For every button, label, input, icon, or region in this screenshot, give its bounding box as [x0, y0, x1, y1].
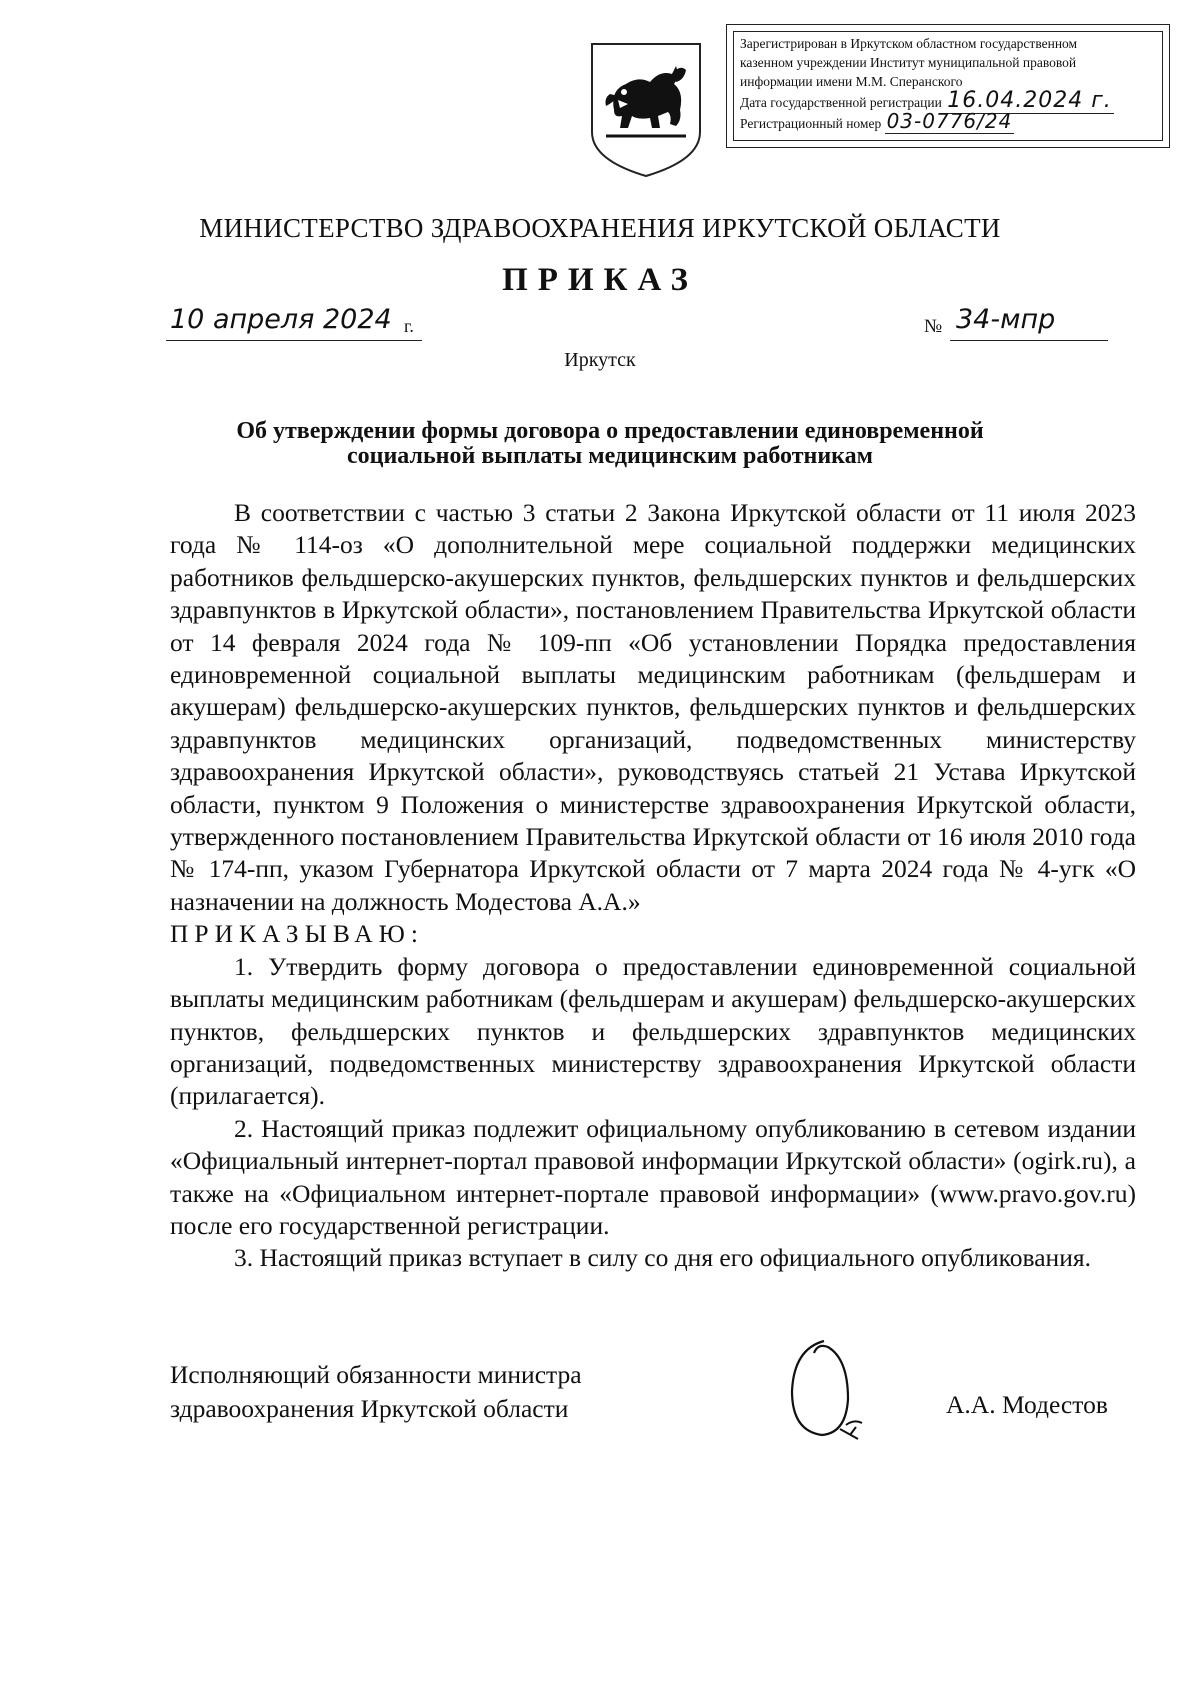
order-date-handwritten: 10 апреля 2024	[170, 304, 392, 335]
handwritten-signature	[784, 1335, 864, 1443]
stamp-date-value: 16.04.2024 г.	[947, 88, 1112, 113]
order-body	[170, 497, 1136, 1275]
stamp-line-1: Зарегистрирован в Иркутском областном государственном	[740, 36, 1078, 51]
order-word: ПРИКАЗЫВАЮ:	[170, 919, 424, 949]
stamp-number-label: Регистрационный номер	[740, 116, 882, 131]
order-item-1: 1. Утвердить форму договора о предоставлении единовременной социальной выплаты медицинским работникам (фельдшерам и акушерам) фельдшерско-акушерских пунктов, фельдшерских пунктов и фельдшерских здравпунктов медицинских организаций, подведомственных министерству здравоохранения Иркутской области (прилагается).	[170, 951, 1136, 1111]
coat-of-arms-icon	[588, 40, 704, 180]
order-item-2: 2. Настоящий приказ подлежит официальному опубликованию в сетевом издании «Официальный интернет-портал правовой информации Иркутской области» (ogirk.ru), а также на «Официальном интернет-портале правовой информации» (www.pravo.gov.ru) после его государственной регистрации.	[170, 1113, 1136, 1240]
stamp-number-row	[740, 109, 1156, 133]
stamp-line-3: информации имени М.М. Сперанского	[740, 74, 963, 89]
order-number-label: №	[924, 316, 943, 337]
ministry-name: МИНИСТЕРСТВО ЗДРАВООХРАНЕНИЯ ИРКУТСКОЙ ОБЛАСТИ	[199, 213, 1001, 243]
signatory-position	[170, 1358, 582, 1426]
order-subject: Об утверждении формы договора о предоставлении единовременной социальной выплаты медицинским работникам	[236, 418, 984, 469]
order-number-field	[950, 302, 1108, 341]
city-name: Иркутск	[564, 349, 636, 371]
order-item-3: 3. Настоящий приказ вступает в силу со дня его официального опубликования.	[234, 1243, 1091, 1273]
stamp-date-label: Дата государственной регистрации	[740, 95, 942, 110]
stamp-line-2: казенном учреждении Институт муниципальной правовой	[740, 55, 1077, 70]
order-date-suffix: г.	[404, 316, 414, 336]
signatory-position-line-2: здравоохранения Иркутской области	[170, 1394, 569, 1423]
stamp-number-value: 03-0776/24	[886, 109, 1013, 133]
order-number-handwritten: 34-мпр	[956, 304, 1056, 335]
document-type-title: ПРИКАЗ	[502, 262, 698, 298]
signatory-position-line-1: Исполняющий обязанности министра	[170, 1360, 582, 1389]
registration-stamp	[726, 24, 1170, 148]
signatory-name: А.А. Модестов	[946, 1390, 1108, 1419]
order-date-field	[166, 302, 422, 341]
preamble-paragraph: В соответствии с частью 3 статьи 2 Закона Иркутской области от 11 июля 2023 года № 114-оз «О дополнительной мере социальной поддержки медицинских работников фельдшерско-акушерских пунктов, фельдшерских пунктов и фельдшерских здравпунктов в Иркутской области», постановлением Правительства Иркутской области от 14 февраля 2024 года № 109-пп «Об установлении Порядка предоставления единовременной социальной выплаты медицинским работникам (фельдшерам и акушерам) фельдшерско-акушерских пунктов, фельдшерских пунктов и фельдшерских здравпунктов медицинских организаций, подведомственных министерству здравоохранения Иркутской области», руководствуясь статьей 21 Устава Иркутской области, пунктом 9 Положения о министерстве здравоохранения Иркутской области, утвержденного постановлением Правительства Иркутской области от 16 июля 2010 года № 174-пп, указом Губернатора Иркутской области от 7 марта 2024 года № 4-угк «О назначении на должность Модестова А.А.»	[170, 498, 1136, 916]
